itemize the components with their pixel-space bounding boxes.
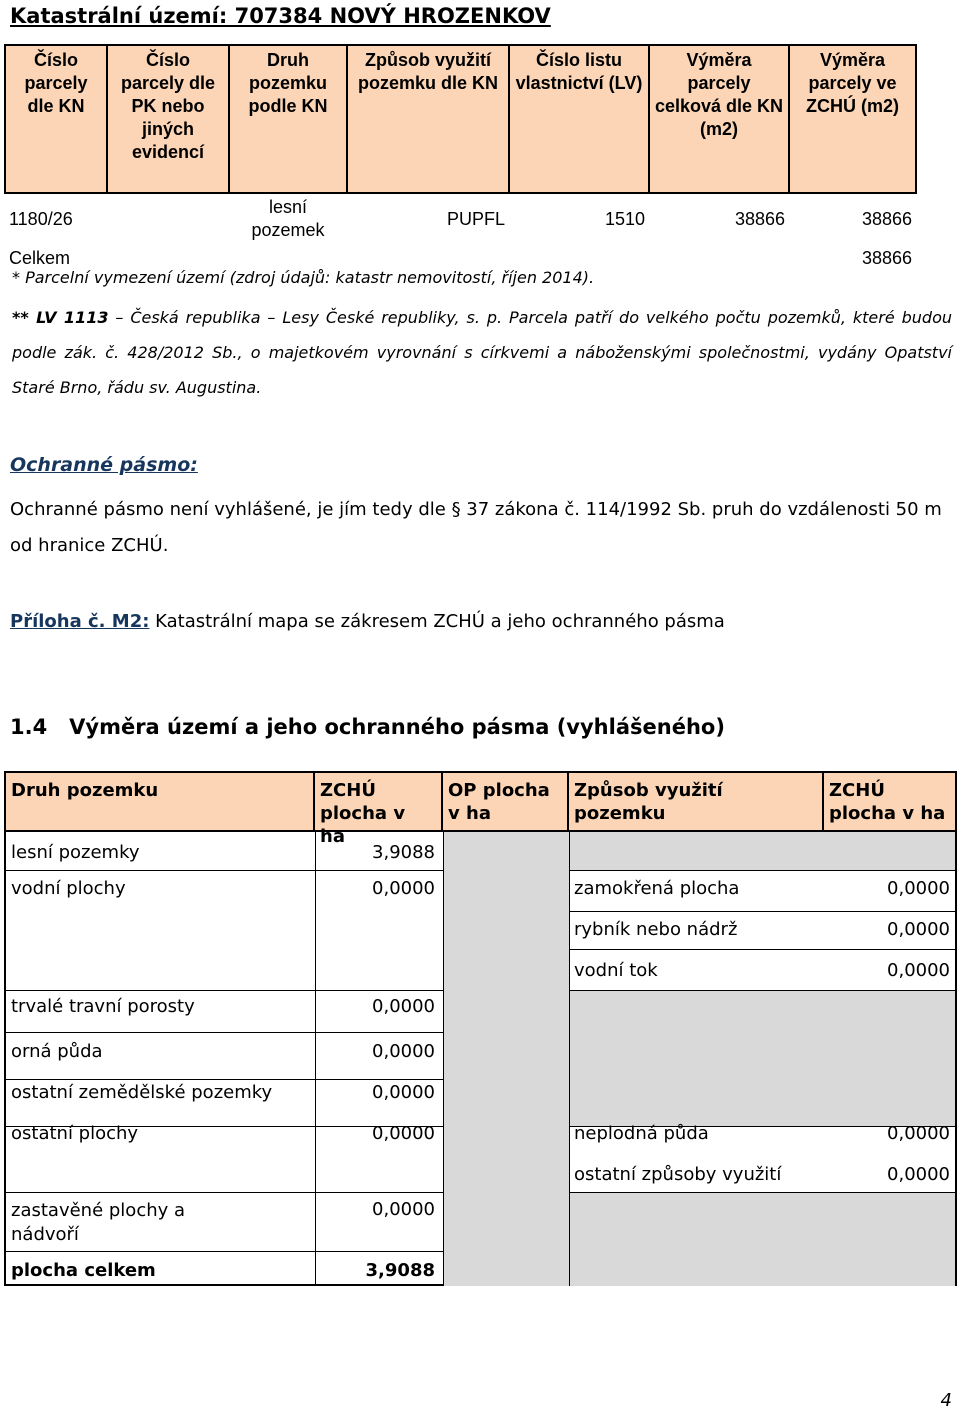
appendix-text: Katastrální mapa se zákresem ZCHÚ a jeho ochranného pásma — [149, 611, 725, 632]
footnote-lv-label: ** LV 1113 — [12, 308, 109, 327]
table-row — [5, 193, 916, 244]
row-label-zastavene: zastavěné plochy a nádvoří — [11, 1200, 186, 1245]
col-header-druh: Druh pozemku podle KN — [229, 45, 347, 193]
total-label: Celkem — [5, 244, 229, 272]
parcel-table — [4, 44, 917, 272]
cell-druh: lesní pozemek — [229, 193, 347, 244]
row-label-rybnik: rybník nebo nádrž — [574, 919, 738, 940]
footnote-lv — [12, 300, 952, 405]
col-header-zpusob: Způsob využití pozemku dle KN — [347, 45, 509, 193]
col-header-lv: Číslo listu vlastnictví (LV) — [509, 45, 649, 193]
row-value-neplodna: 0,0000 — [887, 1123, 950, 1144]
shade-middle-rows — [569, 990, 955, 1126]
row-label-vodni: vodní plochy — [11, 878, 126, 899]
row-label-zamokrena: zamokřená plocha — [574, 878, 740, 899]
area-col-header-druh: Druh pozemku — [6, 773, 315, 832]
cell-zpusob: PUPFL — [347, 193, 509, 244]
area-col-header-zpusob: Způsob využití pozemku — [569, 773, 824, 832]
footnote-lv-text: – Česká republika – Lesy České republiky, s. p. Parcela patří do velkého počtu pozemků, které budou podle zák. č. 428/2012 Sb., o majetkovém vyrovnání s církvemi a náboženskými společnostmi, vydány Opatství Staré Brno, řádu sv. Augustina. — [12, 308, 953, 397]
row-value-lesni: 3,9088 — [372, 842, 435, 863]
area-table — [4, 771, 957, 1286]
shade-first-row — [569, 832, 955, 870]
row-label-ostatni-zpusoby: ostatní způsoby využití — [574, 1164, 782, 1185]
total-value: 38866 — [789, 244, 916, 272]
row-value-ostatni-zem: 0,0000 — [372, 1082, 435, 1103]
section-heading: 1.4 Výměra území a jeho ochranného pásma (vyhlášeného) — [10, 715, 725, 739]
footnote-source: * Parcelní vymezení území (zdroj údajů: katastr nemovitostí, říjen 2014). — [12, 268, 595, 287]
protection-zone-heading: Ochranné pásmo: — [10, 454, 198, 476]
row-value-ttp: 0,0000 — [372, 996, 435, 1017]
op-column-shade — [443, 832, 569, 1286]
row-value-ostatni-zpusoby: 0,0000 — [887, 1164, 950, 1185]
row-label-ostatni-zem: ostatní zemědělské pozemky — [11, 1082, 273, 1103]
appendix-label: Příloha č. M2: — [10, 611, 150, 632]
cell-vymera-celkova: 38866 — [649, 193, 789, 244]
row-label-celkem: plocha celkem — [11, 1260, 156, 1281]
row-value-celkem: 3,9088 — [365, 1260, 435, 1281]
col-header-vymera-zchu: Výměra parcely ve ZCHÚ (m2) — [789, 45, 916, 193]
protection-zone-text: Ochranné pásmo není vyhlášené, je jím tedy dle § 37 zákona č. 114/1992 Sb. pruh do vzdálenosti 50 m od hranice ZCHÚ. — [10, 499, 942, 556]
cell-pk — [107, 193, 229, 244]
row-value-rybnik: 0,0000 — [887, 919, 950, 940]
row-value-zastavene: 0,0000 — [372, 1199, 435, 1220]
row-label-ttp: trvalé travní porosty — [11, 996, 195, 1017]
area-col-header-zchu-2: ZCHÚ plocha v ha — [824, 773, 955, 832]
row-label-orna: orná půda — [11, 1041, 103, 1062]
col-header-kn: Číslo parcely dle KN — [5, 45, 107, 193]
row-value-ostatni-plochy: 0,0000 — [372, 1123, 435, 1144]
appendix-reference — [10, 611, 725, 632]
cell-vymera-zchu: 38866 — [789, 193, 916, 244]
row-label-ostatni-plochy: ostatní plochy — [11, 1123, 139, 1144]
row-label-neplodna: neplodná půda — [574, 1123, 709, 1144]
col-header-pk: Číslo parcely dle PK nebo jiných evidencí — [107, 45, 229, 193]
row-value-vodni: 0,0000 — [372, 878, 435, 899]
parcel-table-header — [5, 45, 916, 193]
cell-kn: 1180/26 — [5, 193, 107, 244]
area-col-header-zchu: ZCHÚ plocha v ha — [315, 773, 443, 832]
row-value-vodni-tok: 0,0000 — [887, 960, 950, 981]
row-value-orna: 0,0000 — [372, 1041, 435, 1062]
page-title: Katastrální území: 707384 NOVÝ HROZENKOV — [10, 4, 551, 28]
shade-bottom-rows — [569, 1192, 955, 1286]
row-label-vodni-tok: vodní tok — [574, 960, 658, 981]
col-header-vymera-celkova: Výměra parcely celková dle KN (m2) — [649, 45, 789, 193]
row-label-lesni: lesní pozemky — [11, 842, 140, 863]
page-number: 4 — [940, 1390, 952, 1411]
row-value-zamokrena: 0,0000 — [887, 878, 950, 899]
cell-lv: 1510 — [509, 193, 649, 244]
area-col-header-op: OP plocha v ha — [443, 773, 569, 832]
